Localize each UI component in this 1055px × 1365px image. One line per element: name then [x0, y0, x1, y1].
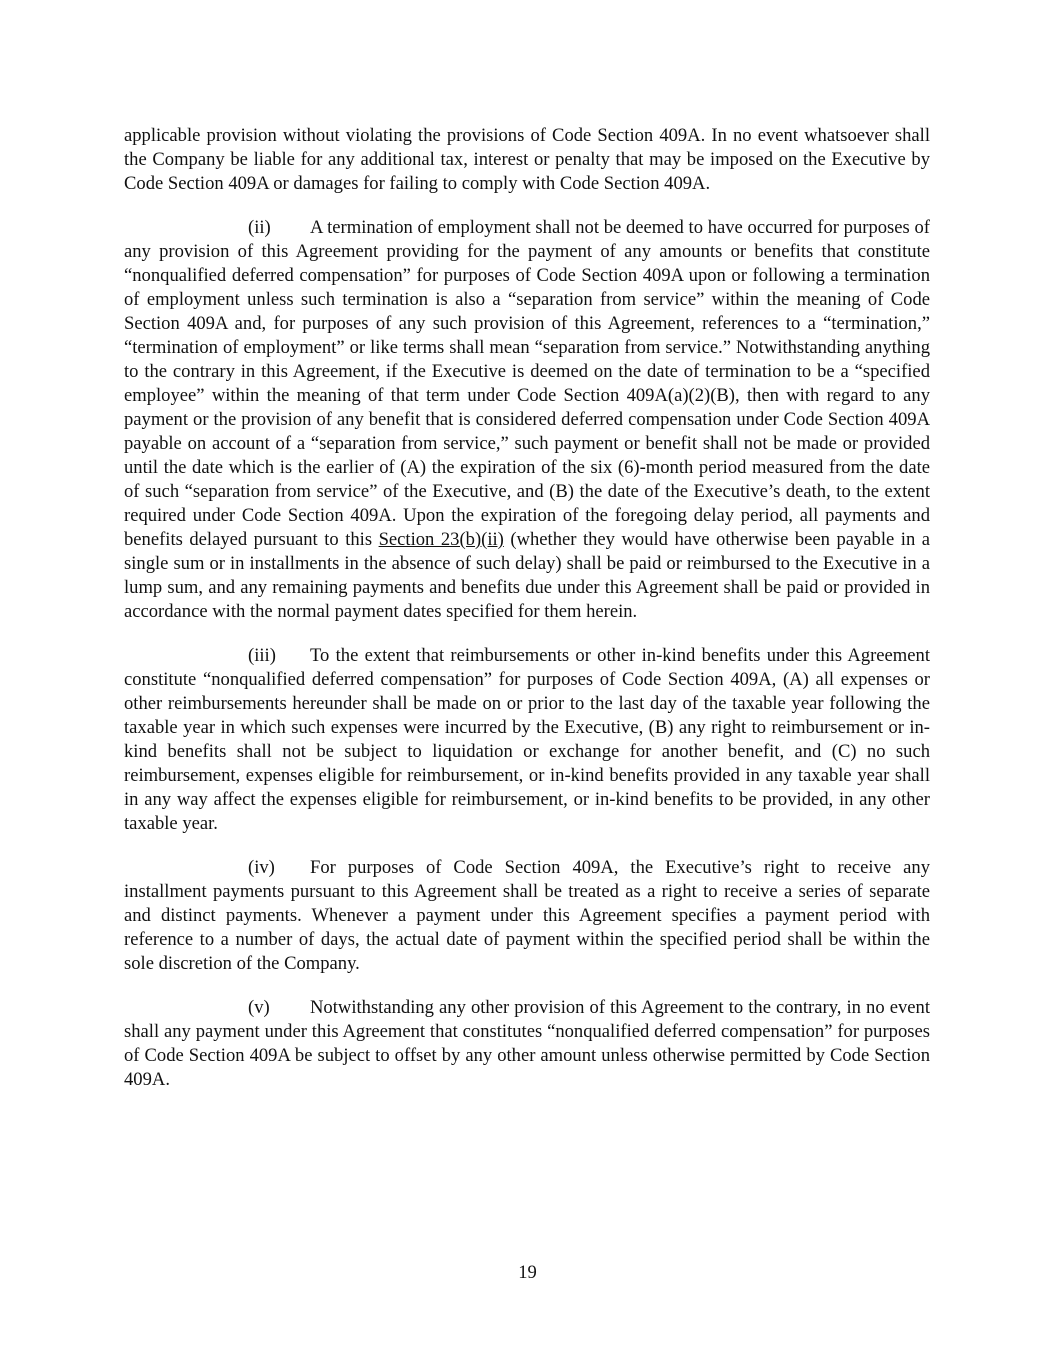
paragraph-ii-text-continued: (whether they would have otherwise been payable in a single sum or in installments in the absence of such delay) shall be paid or reimbursed to the Executive in a lump sum, and any remaining payments and benefits due under this Agreement shall be paid or provided in accordance with the normal payment dates specified for them herein. [124, 529, 931, 622]
paragraph-iii-text: To the extent that reimbursements or other in-kind benefits under this Agreement constitute “nonqualified deferred compensation” for purposes of Code Section 409A, (A) all expenses or other reimbursements hereunder shall be made on or prior to the last day of the taxable year following the taxable year in which such expenses were incurred by the Executive, (B) any right to reimbursement or in-kind benefits shall not be subject to liquidation or exchange for another benefit, and (C) no such reimbursement, expenses eligible for reimbursement, or in-kind benefits provided in any taxable year shall in any way affect the expenses eligible for reimbursement, or in-kind benefits to be provided, in any other taxable year. [124, 645, 930, 834]
section-reference: Section 23(b)(ii) [378, 529, 504, 550]
paragraph-iii-number: (iii) [248, 645, 276, 666]
paragraph-v-text: Notwithstanding any other provision of this Agreement to the contrary, in no event shall any payment under this Agreement that constitutes “nonqualified deferred compensation” for purposes of Code Section 409A be subject to offset by any other amount unless otherwise permitted by Code Section 409A. [124, 997, 930, 1090]
paragraph-ii-number: (ii) [248, 217, 271, 238]
paragraph-iv-number: (iv) [248, 857, 275, 878]
page-number: 19 [518, 1262, 537, 1283]
paragraph-v [124, 996, 930, 1092]
continuation-paragraph: applicable provision without violating the provisions of Code Section 409A. In no event whatsoever shall the Company be liable for any additional tax, interest or penalty that may be imposed on the Executive by Code Section 409A or damages for failing to comply with Code Section 409A. [124, 125, 930, 194]
paragraph-ii-text: A termination of employment shall not be deemed to have occurred for purposes of any provision of this Agreement providing for the payment of any amounts or benefits that constitute “nonqualified deferred compensation” for purposes of Code Section 409A upon or following a termination of employment unless such termination is also a “separation from service” within the meaning of Code Section 409A and, for purposes of any such provision of this Agreement, references to a “termination,” “termination of employment” or like terms shall mean “separation from service.” Notwithstanding anything to the contrary in this Agreement, if the Executive is deemed on the date of termination to be a “specified employee” within the meaning of that term under Code Section 409A(a)(2)(B), then with regard to any payment or the provision of any benefit that is considered deferred compensation under Code Section 409A payable on account of a “separation from service,” such payment or benefit shall not be made or provided until the date which is the earlier of (A) the expiration of the six (6)-month period measured from the date of such “separation from service” of the Executive, and (B) the date of the Executive’s death, to the extent required under Code Section 409A. Upon the expiration of the foregoing delay period, all payments and benefits delayed pursuant to this [124, 217, 930, 550]
paragraph-iv [124, 856, 930, 976]
paragraph-v-number: (v) [248, 997, 270, 1018]
paragraph-iii [124, 644, 930, 836]
document-page [124, 124, 930, 1092]
paragraph-iv-text: For purposes of Code Section 409A, the Executive’s right to receive any installment payments pursuant to this Agreement shall be treated as a right to receive a series of separate and distinct payments. Whenever a payment under this Agreement specifies a payment period with reference to a number of days, the actual date of payment within the specified period shall be within the sole discretion of the Company. [124, 857, 930, 974]
paragraph-ii [124, 216, 930, 624]
